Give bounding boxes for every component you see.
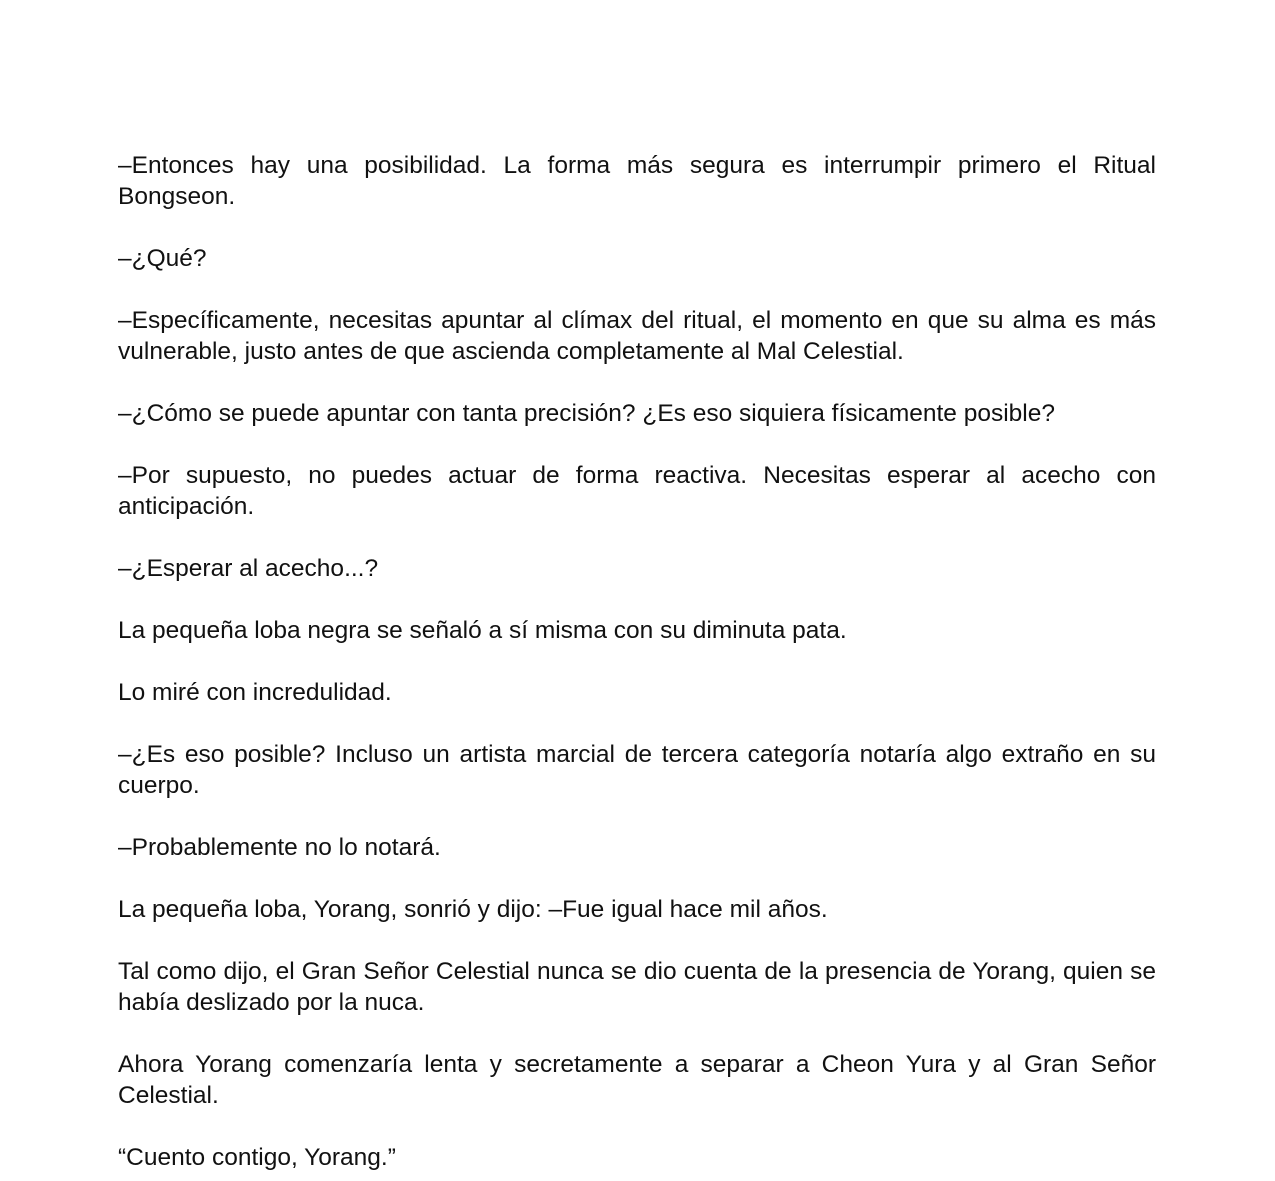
document-page [118, 150, 1156, 1173]
paragraph-2: –¿Qué? [118, 245, 207, 272]
paragraph-11: La pequeña loba, Yorang, sonrió y dijo: –Fue igual hace mil años. [118, 896, 828, 923]
paragraph-9: –¿Es eso posible? Incluso un artista marcial de tercera categoría notaría algo extraño en su cuerpo. [118, 741, 1156, 799]
paragraph-7: La pequeña loba negra se señaló a sí misma con su diminuta pata. [118, 617, 847, 644]
paragraph-5: –Por supuesto, no puedes actuar de forma reactiva. Necesitas esperar al acecho con anticipación. [118, 462, 1156, 520]
paragraph-12: Tal como dijo, el Gran Señor Celestial nunca se dio cuenta de la presencia de Yorang, quien se había deslizado por la nuca. [118, 958, 1156, 1016]
paragraph-10: –Probablemente no lo notará. [118, 834, 441, 861]
paragraph-3: –Específicamente, necesitas apuntar al clímax del ritual, el momento en que su alma es más vulnerable, justo antes de que ascienda completamente al Mal Celestial. [118, 307, 1156, 365]
paragraph-6: –¿Esperar al acecho...? [118, 555, 379, 582]
paragraph-4: –¿Cómo se puede apuntar con tanta precisión? ¿Es eso siquiera físicamente posible? [118, 400, 1055, 427]
paragraph-1: –Entonces hay una posibilidad. La forma más segura es interrumpir primero el Ritual Bongseon. [118, 152, 1156, 210]
paragraph-8: Lo miré con incredulidad. [118, 679, 392, 706]
paragraph-14: “Cuento contigo, Yorang.” [118, 1144, 396, 1171]
paragraph-13: Ahora Yorang comenzaría lenta y secretamente a separar a Cheon Yura y al Gran Señor Celestial. [118, 1051, 1156, 1109]
